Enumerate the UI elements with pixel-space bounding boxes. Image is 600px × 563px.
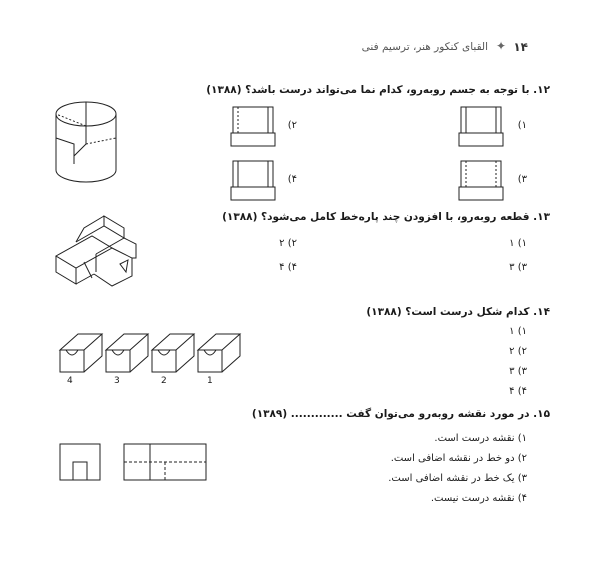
- q14-figure-label-4: 4: [67, 376, 73, 386]
- q12-cylinder-figure: [52, 98, 124, 190]
- q14-figure-label-3: 3: [114, 376, 120, 386]
- q15-option-3[interactable]: ۳) یک خط در نقشه اضافی است.: [388, 473, 527, 484]
- q14-figures: [58, 326, 248, 378]
- q13-option-3[interactable]: ۳) ۳: [509, 262, 527, 273]
- q14-figure-label-2: 2: [161, 376, 167, 386]
- page-number: ۱۴: [513, 40, 528, 54]
- q14-figure-1: [198, 334, 240, 372]
- q14-figure-label-1: 1: [207, 376, 213, 386]
- q15-option-4[interactable]: ۴) نقشه درست نیست.: [430, 493, 527, 504]
- q12-option-3-figure: [458, 158, 504, 202]
- question-text: کدام شکل درست است؟ (۱۳۸۸): [366, 306, 530, 318]
- q13-option-2[interactable]: ۲) ۲: [279, 238, 297, 249]
- q12-option-2[interactable]: ۲): [287, 120, 297, 131]
- question-15: [252, 408, 550, 420]
- q14-option-2[interactable]: ۲) ۲: [509, 346, 527, 357]
- q14-figure-2: [152, 334, 194, 372]
- q13-option-1[interactable]: ۱) ۱: [509, 238, 527, 249]
- q15-option-2[interactable]: ۲) دو خط در نقشه اضافی است.: [390, 453, 527, 464]
- q15-views-figure: [58, 442, 208, 484]
- header-ornament-icon: ✦: [495, 39, 506, 53]
- question-13: [222, 211, 550, 223]
- q12-option-4[interactable]: ۴): [287, 174, 297, 185]
- q14-option-4[interactable]: ۴) ۴: [509, 386, 527, 397]
- q14-option-1[interactable]: ۱) ۱: [509, 326, 527, 337]
- page-header: [0, 38, 600, 58]
- q12-option-1[interactable]: ۱): [517, 120, 527, 131]
- q14-figure-3: [106, 334, 148, 372]
- q13-option-4[interactable]: ۴) ۴: [279, 262, 297, 273]
- q14-figure-4: [60, 334, 102, 372]
- question-12: [206, 84, 550, 96]
- question-text: قطعه روبه‌رو، با افزودن چند پاره‌خط کامل می‌شود؟ (۱۳۸۸): [222, 211, 530, 223]
- q12-option-3[interactable]: ۳): [517, 174, 527, 185]
- q14-option-3[interactable]: ۳) ۳: [509, 366, 527, 377]
- q12-option-1-figure: [458, 104, 504, 148]
- question-text: در مورد نقشه روبه‌رو می‌توان گفت ............. (۱۳۸۹): [251, 408, 530, 420]
- question-14: [366, 306, 550, 318]
- question-number: ۱۳.: [533, 211, 550, 223]
- q15-option-1[interactable]: ۱) نقشه درست است.: [434, 433, 527, 444]
- question-number: ۱۵.: [533, 408, 550, 420]
- book-title: القبای کنکور هنر، ترسیم فنی: [361, 41, 488, 53]
- q12-option-2-figure: [230, 104, 276, 148]
- question-text: با توجه به جسم روبه‌رو، کدام نما می‌تواند درست باشد؟ (۱۳۸۸): [206, 84, 530, 96]
- q12-option-4-figure: [230, 158, 276, 202]
- question-number: ۱۴.: [533, 306, 550, 318]
- question-number: ۱۲.: [533, 84, 550, 96]
- q13-isometric-figure: [54, 214, 140, 288]
